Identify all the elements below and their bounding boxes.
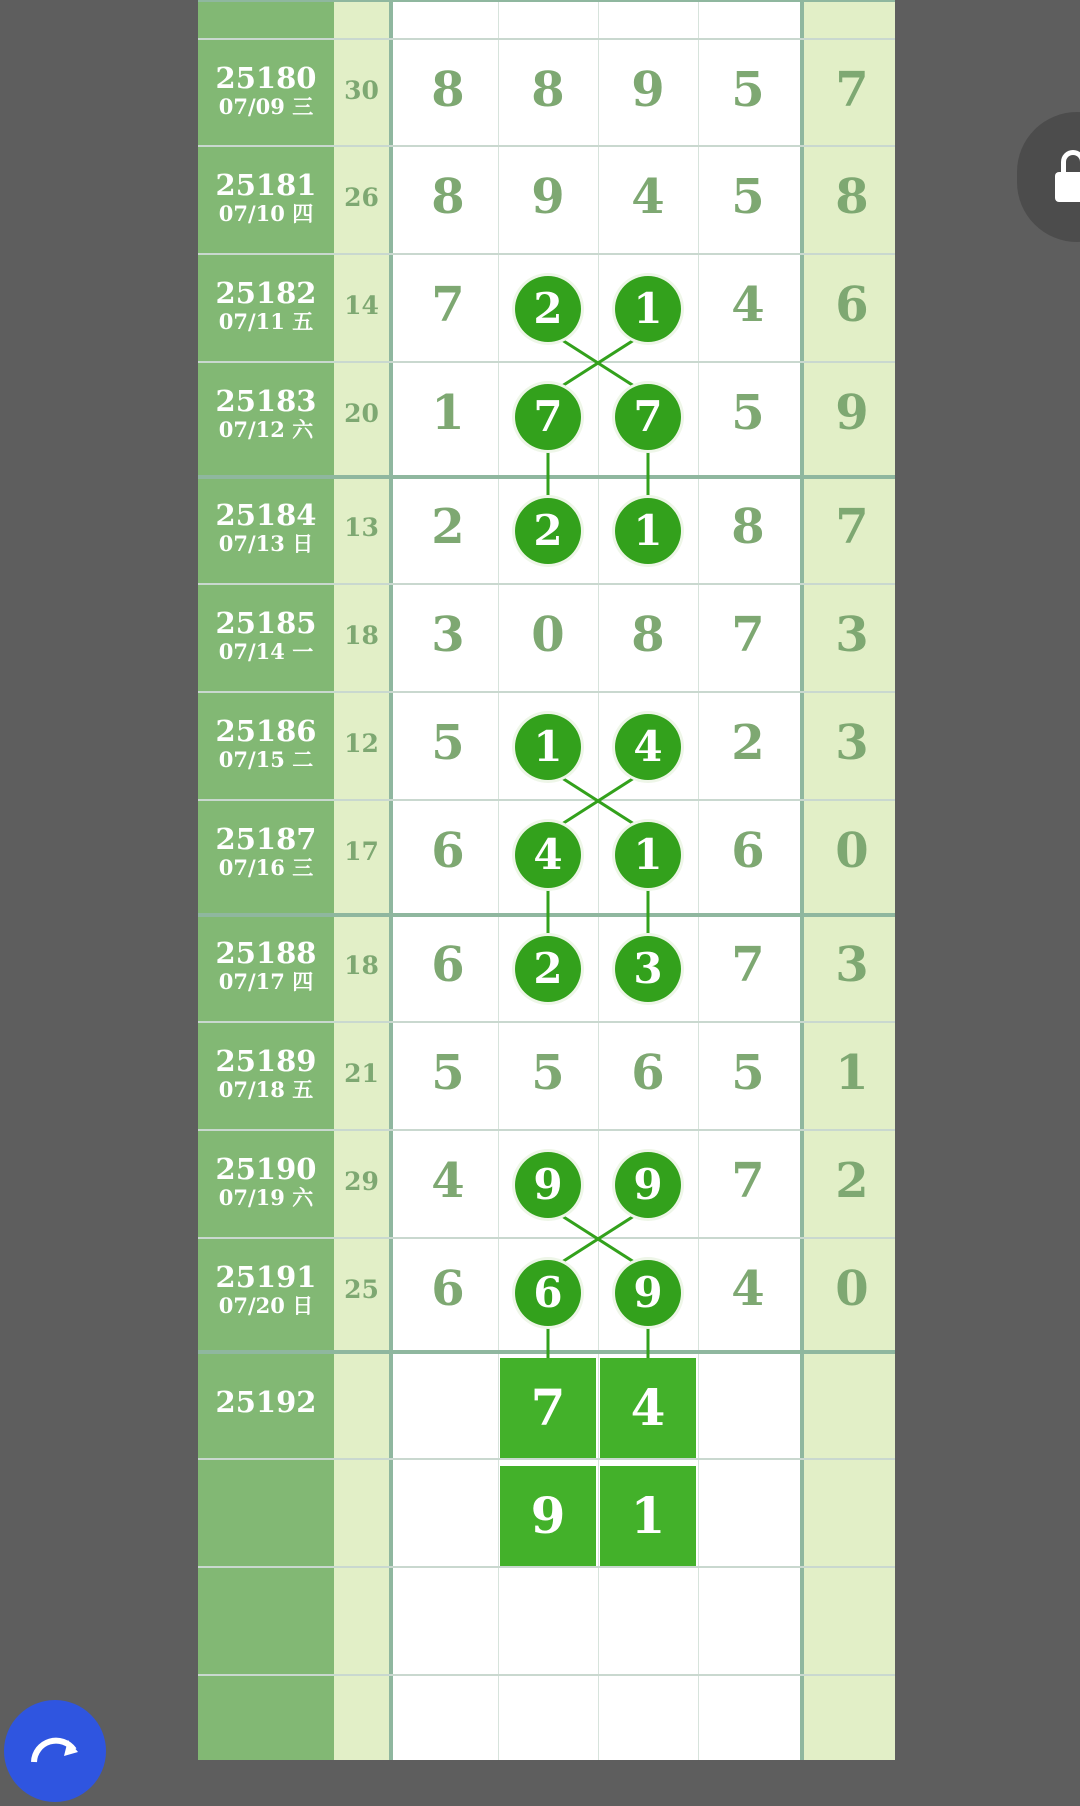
issue-number: 25181 [215, 168, 317, 202]
digit-cell: 5 [731, 385, 765, 441]
issue-date: 07/15 二 [218, 747, 314, 772]
issue-date: 07/12 六 [218, 417, 314, 442]
highlighted-digit: 9 [615, 1260, 681, 1326]
issue-number: 25184 [215, 498, 317, 532]
last-digit-cell: 9 [835, 385, 869, 441]
prediction-digit: 9 [500, 1466, 596, 1566]
digit-cell: 9 [531, 169, 565, 225]
highlighted-digit: 7 [515, 384, 581, 450]
sum-value: 26 [344, 183, 379, 212]
digit-cell: 4 [631, 169, 665, 225]
issue-date: 07/20 日 [218, 1293, 314, 1318]
issue-date: 07/17 四 [218, 969, 314, 994]
prediction-digit: 7 [500, 1358, 596, 1458]
highlighted-digit: 9 [515, 1152, 581, 1218]
highlighted-digit: 2 [515, 498, 581, 564]
digit-cell: 2 [731, 715, 765, 771]
sum-value: 18 [344, 951, 379, 980]
highlighted-digit: 2 [515, 276, 581, 342]
digit-cell: 5 [431, 715, 465, 771]
issue-cell [198, 1261, 334, 1319]
sum-value: 13 [344, 513, 379, 542]
last-digit-cell: 0 [835, 1261, 869, 1317]
issue-cell [198, 823, 334, 881]
highlighted-digit: 1 [615, 498, 681, 564]
lottery-trend-chart [198, 0, 895, 1760]
digit-cell: 7 [731, 937, 765, 993]
sum-value: 21 [344, 1059, 379, 1088]
digit-cell: 5 [531, 1045, 565, 1101]
last-digit-cell: 0 [835, 823, 869, 879]
issue-number: 25182 [215, 276, 317, 310]
last-digit-cell: 3 [835, 715, 869, 771]
issue-date: 07/14 一 [218, 639, 314, 664]
digit-cell: 2 [431, 499, 465, 555]
sum-value: 29 [344, 1167, 379, 1196]
digit-cell: 6 [731, 823, 765, 879]
issue-date: 07/16 三 [218, 855, 314, 880]
digit-cell: 5 [731, 1045, 765, 1101]
digit-cell: 6 [631, 1045, 665, 1101]
issue-date: 07/11 五 [218, 309, 314, 334]
highlighted-digit: 1 [515, 714, 581, 780]
digit-cell: 8 [631, 607, 665, 663]
issue-date: 07/09 三 [218, 94, 314, 119]
issue-cell [198, 499, 334, 557]
last-digit-cell: 2 [835, 1153, 869, 1209]
issue-number: 25187 [215, 822, 317, 856]
digit-cell: 4 [731, 277, 765, 333]
issue-cell [198, 169, 334, 227]
refresh-icon [4, 1700, 106, 1802]
issue-cell [198, 62, 334, 120]
prediction-digit: 4 [600, 1358, 696, 1458]
last-digit-cell: 3 [835, 607, 869, 663]
issue-number: 25188 [215, 936, 317, 970]
last-digit-cell: 6 [835, 277, 869, 333]
digit-cell: 6 [431, 1261, 465, 1317]
issue-date: 07/10 四 [218, 201, 314, 226]
issue-number: 25190 [215, 1152, 317, 1186]
issue-cell [198, 277, 334, 335]
highlighted-digit: 4 [615, 714, 681, 780]
highlighted-digit: 6 [515, 1260, 581, 1326]
sum-value: 14 [344, 291, 379, 320]
prediction-digit: 1 [600, 1466, 696, 1566]
lock-side-tab[interactable] [1017, 112, 1080, 242]
sum-value: 20 [344, 399, 379, 428]
refresh-button[interactable] [4, 1700, 106, 1802]
issue-number: 25192 [215, 1385, 317, 1419]
issue-cell [198, 937, 334, 995]
digit-cell: 5 [731, 169, 765, 225]
digit-cell: 6 [431, 937, 465, 993]
highlighted-digit: 2 [515, 936, 581, 1002]
highlighted-digit: 3 [615, 936, 681, 1002]
digit-cell: 1 [431, 385, 465, 441]
issue-date: 07/19 六 [218, 1185, 314, 1210]
digit-cell: 7 [431, 277, 465, 333]
highlighted-digit: 9 [615, 1152, 681, 1218]
issue-number: 25183 [215, 384, 317, 418]
issue-cell [198, 1153, 334, 1211]
sum-value: 17 [344, 837, 379, 866]
digit-cell: 8 [431, 62, 465, 118]
last-digit-cell: 1 [835, 1045, 869, 1101]
issue-number: 25185 [215, 606, 317, 640]
highlighted-digit: 7 [615, 384, 681, 450]
digit-cell: 5 [731, 62, 765, 118]
digit-cell: 7 [731, 607, 765, 663]
highlighted-digit: 1 [615, 822, 681, 888]
digit-cell: 8 [731, 499, 765, 555]
digit-cell: 4 [431, 1153, 465, 1209]
issue-cell [198, 715, 334, 773]
issue-number: 25180 [215, 61, 317, 95]
digit-cell: 6 [431, 823, 465, 879]
last-digit-cell: 7 [835, 62, 869, 118]
highlighted-digit: 4 [515, 822, 581, 888]
issue-number: 25186 [215, 714, 317, 748]
issue-cell [198, 385, 334, 443]
issue-date: 07/18 五 [218, 1077, 314, 1102]
issue-cell [198, 607, 334, 665]
highlighted-digit: 1 [615, 276, 681, 342]
digit-cell: 0 [531, 607, 565, 663]
digit-cell: 7 [731, 1153, 765, 1209]
digit-cell: 3 [431, 607, 465, 663]
sum-value: 25 [344, 1275, 379, 1304]
last-digit-cell: 3 [835, 937, 869, 993]
issue-cell [198, 1045, 334, 1103]
issue-number: 25191 [215, 1260, 317, 1294]
digit-cell: 8 [531, 62, 565, 118]
last-digit-cell: 7 [835, 499, 869, 555]
last-digit-cell: 8 [835, 169, 869, 225]
issue-date: 07/13 日 [218, 531, 314, 556]
sum-value: 18 [344, 621, 379, 650]
sum-value: 30 [344, 76, 379, 105]
sum-value: 12 [344, 729, 379, 758]
digit-cell: 4 [731, 1261, 765, 1317]
prediction-issue [198, 1386, 334, 1418]
digit-cell: 8 [431, 169, 465, 225]
digit-cell: 5 [431, 1045, 465, 1101]
digit-cell: 9 [631, 62, 665, 118]
issue-number: 25189 [215, 1044, 317, 1078]
